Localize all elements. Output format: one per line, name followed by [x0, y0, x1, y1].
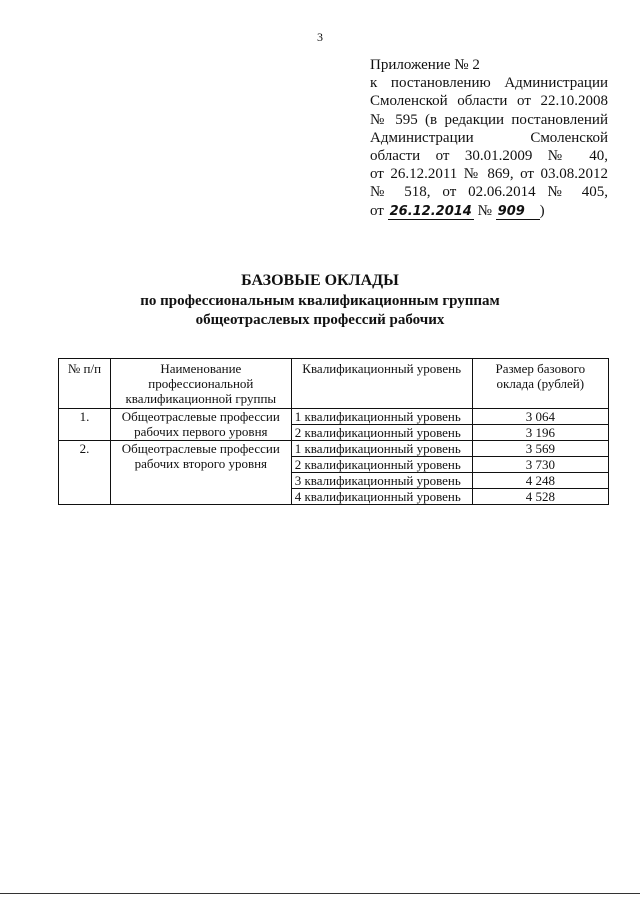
annex-line: к постановлению Администрации: [370, 75, 608, 92]
header-salary: Размер базового оклада (рублей): [472, 359, 608, 409]
annex-reference: [370, 56, 608, 220]
salary-value: 3 196: [472, 425, 608, 441]
annex-line: № 518, от 02.06.2014 № 405,: [370, 184, 608, 201]
qualification-level: 1 квалификационный уровень: [291, 441, 472, 457]
table-header-row: [59, 359, 609, 409]
salary-value: 3 569: [472, 441, 608, 457]
qualification-level: 4 квалификационный уровень: [291, 489, 472, 505]
salary-value: 4 528: [472, 489, 608, 505]
group-number: 2.: [59, 441, 111, 505]
number-sign: №: [477, 202, 492, 219]
header-num: № п/п: [59, 359, 111, 409]
annex-line: области от 30.01.2009 № 40,: [370, 148, 608, 165]
annex-line: от 26.12.2011 № 869, от 03.08.2012: [370, 166, 608, 183]
group-number: 1.: [59, 409, 111, 441]
qualification-level: 1 квалификационный уровень: [291, 409, 472, 425]
salary-value: 3 730: [472, 457, 608, 473]
title-subline: по профессиональным квалификационным группам: [140, 293, 500, 309]
handwritten-date: 26.12.2014: [389, 203, 472, 219]
qualification-level: 2 квалификационный уровень: [291, 457, 472, 473]
annex-line: Администрации Смоленской: [370, 129, 608, 146]
handwritten-number: 909: [496, 205, 540, 220]
title-main: БАЗОВЫЕ ОКЛАДЫ: [241, 272, 399, 289]
annex-from-label: от: [370, 202, 384, 219]
salary-table: [58, 358, 609, 505]
group-name: Общеотраслевые профессии рабочих второго уровня: [110, 441, 291, 505]
header-level: Квалификационный уровень: [291, 359, 472, 409]
table-row: [59, 409, 609, 425]
qualification-level: 3 квалификационный уровень: [291, 473, 472, 489]
annex-title: Приложение № 2: [370, 57, 480, 73]
annex-amendment-line: [370, 202, 608, 220]
page-number: 3: [317, 30, 323, 44]
closing-parenthesis: ): [539, 202, 545, 219]
salary-value: 3 064: [472, 409, 608, 425]
header-group-name: Наименование профессиональной квалификационной группы: [110, 359, 291, 409]
qualification-level: 2 квалификационный уровень: [291, 425, 472, 441]
document-title: [0, 271, 640, 330]
group-name: Общеотраслевые профессии рабочих первого уровня: [110, 409, 291, 441]
annex-line: № 595 (в редакции постановлений: [370, 111, 608, 128]
title-subline: общеотраслевых профессий рабочих: [195, 312, 445, 328]
salary-value: 4 248: [472, 473, 608, 489]
table-row: [59, 441, 609, 457]
annex-line: Смоленской области от 22.10.2008: [370, 93, 608, 110]
page-bottom-divider: [0, 893, 640, 894]
